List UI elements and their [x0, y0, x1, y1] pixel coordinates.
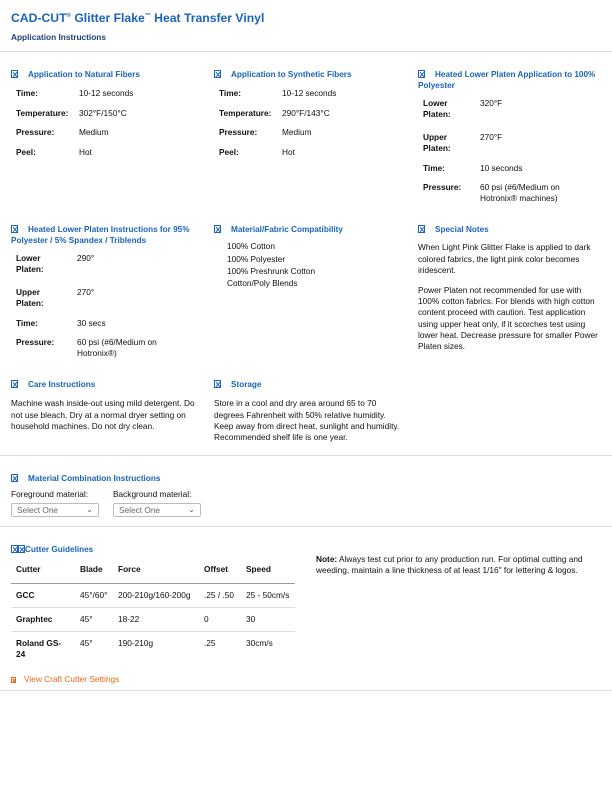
broken-image-icon [214, 380, 221, 388]
table-row [11, 632, 295, 667]
speed-cell: 30cm/s [241, 632, 295, 667]
heated-platen-100-section [418, 69, 604, 206]
compat-item: 100% Cotton [227, 241, 275, 252]
column-header: Offset [204, 564, 228, 575]
foreground-material-select[interactable] [11, 503, 99, 517]
section-heading: Heated Lower Platen Application to 100% Polyester [418, 70, 596, 91]
spec-value: 60 psi (#6/Medium on Hotronix® machines) [480, 181, 560, 204]
note-paragraph: Power Platen not recommended for use with 100% cotton fabrics. For blends with high cotton content proceed with caution. Test application using upper heat only, if it scorches test using lower heat. Decrease pressure for smaller Power Platen sizes. [418, 285, 598, 351]
note-label: Note: [316, 554, 338, 564]
spec-row [418, 132, 604, 163]
synthetic-fibers-section [214, 69, 404, 166]
spec-value: 270°F [480, 131, 503, 142]
broken-image-icon [11, 225, 18, 233]
compatibility-section [214, 224, 404, 289]
background-material-select[interactable] [113, 503, 201, 517]
registered-mark: ® [66, 12, 71, 19]
blade-cell: 45°/60° [75, 583, 113, 607]
divider [0, 526, 612, 527]
page-subtitle: Application Instructions [11, 32, 106, 43]
spec-row [11, 108, 201, 128]
spec-value: 10-12 seconds [79, 88, 134, 99]
spec-value: 270° [77, 286, 95, 297]
spec-value: 320°F [480, 97, 503, 108]
background-select-group [113, 489, 201, 516]
divider [0, 455, 612, 456]
cutter-cell: GCC [11, 583, 75, 607]
spec-label: Time: [219, 88, 241, 99]
speed-cell: 30 [241, 607, 295, 631]
select-value: Select One [119, 504, 161, 515]
spec-row [214, 88, 404, 108]
heated-platen-95-section [11, 224, 201, 361]
care-section [11, 379, 197, 432]
broken-image-icon [11, 380, 18, 388]
spec-value: 30 secs [77, 317, 106, 328]
broken-image-icon [11, 677, 16, 683]
cutter-cell: Graphtec [11, 607, 75, 631]
material-combination-section [11, 473, 311, 523]
broken-image-icon [214, 70, 221, 78]
spec-label: Pressure: [16, 127, 55, 138]
cutter-cell: Roland GS-24 [11, 632, 75, 667]
divider [0, 51, 612, 52]
broken-image-icon [418, 70, 425, 78]
background-label: Background material: [113, 489, 192, 500]
section-heading: Application to Synthetic Fibers [231, 70, 352, 79]
offset-cell: .25 / .50 [199, 583, 241, 607]
spec-label: Time: [16, 317, 38, 328]
page-title [11, 10, 264, 26]
select-value: Select One [17, 504, 59, 515]
spec-row [11, 318, 201, 337]
force-cell: 200-210g/160-200g [113, 583, 199, 607]
spec-row [418, 98, 604, 132]
spec-label: Time: [16, 88, 38, 99]
spec-row [214, 147, 404, 167]
table-header-row [11, 555, 295, 583]
spec-row [214, 108, 404, 128]
spec-value: 302°F/150°C [79, 107, 127, 118]
section-heading: Care Instructions [28, 380, 96, 389]
section-heading: Cutter Guidelines [25, 545, 94, 554]
natural-fibers-section [11, 69, 201, 166]
spec-value: Medium [282, 127, 312, 138]
broken-image-icon [11, 474, 18, 482]
foreground-label: Foreground material: [11, 489, 89, 500]
broken-image-icon [418, 225, 425, 233]
spec-row [11, 88, 201, 108]
spec-value: Hot [282, 146, 295, 157]
section-heading: Application to Natural Fibers [28, 70, 140, 79]
spec-value: 290° [77, 252, 95, 263]
spec-label: Peel: [219, 146, 239, 157]
spec-row [11, 147, 201, 167]
broken-image-icon [18, 545, 25, 553]
broken-image-icon [11, 70, 18, 78]
blade-cell: 45° [75, 632, 113, 667]
spec-value: 60 psi (#6/Medium on Hotronix®) [77, 336, 157, 359]
cutter-guidelines-section [11, 544, 301, 686]
spec-label: Upper Platen: [16, 286, 44, 309]
special-notes-section [418, 224, 604, 352]
cutter-table [11, 555, 295, 666]
column-header: Speed [246, 564, 271, 575]
title-brand: CAD-CUT [11, 11, 67, 25]
craft-cutter-settings-link[interactable] [11, 674, 301, 685]
trademark-mark: ™ [144, 12, 151, 19]
spec-label: Upper Platen: [423, 131, 451, 154]
spec-label: Peel: [16, 146, 36, 157]
section-heading: Special Notes [435, 225, 489, 234]
spec-value: 10-12 seconds [282, 88, 337, 99]
force-cell: 18-22 [113, 607, 199, 631]
spec-row [418, 182, 604, 206]
force-cell: 190-210g [113, 632, 199, 667]
spec-label: Pressure: [16, 336, 55, 347]
spec-row [11, 337, 201, 361]
chevron-down-icon: ⌄ [188, 504, 195, 514]
compat-item: 100% Preshrunk Cotton [227, 265, 316, 276]
section-heading: Storage [231, 380, 262, 389]
link-label: View Craft Cutter Settings [24, 674, 120, 685]
storage-text: Store in a cool and dry area around 65 to 70 degrees Fahrenheit with 50% relative humidity. Keep away from direct heat, sunlight and humidity. Recommended shelf life is one year. [214, 398, 400, 443]
spec-row [418, 163, 604, 182]
page-header [11, 10, 264, 44]
foreground-select-group [11, 489, 99, 516]
offset-cell: 0 [199, 607, 241, 631]
cut-note [316, 554, 602, 576]
spec-value: 10 seconds [480, 162, 523, 173]
broken-image-icon [214, 225, 221, 233]
note-text: Always test cut prior to any production run. For optimal cutting and weeding, maintain a line thickness of at least 1/16" for lettering & logos. [316, 554, 583, 576]
spec-row [11, 127, 201, 147]
column-header: Force [118, 564, 141, 575]
spec-value: Hot [79, 146, 92, 157]
broken-image-icon [11, 545, 18, 553]
spec-row [11, 287, 201, 318]
speed-cell: 25 - 50cm/s [241, 583, 295, 607]
section-heading: Material Combination Instructions [28, 474, 161, 483]
column-header: Blade [80, 564, 103, 575]
divider [0, 690, 612, 691]
blade-cell: 45° [75, 607, 113, 631]
table-row [11, 607, 295, 631]
chevron-down-icon: ⌄ [86, 504, 93, 514]
spec-label: Temperature: [219, 107, 272, 118]
spec-value: 290°F/143°C [282, 107, 330, 118]
spec-row [214, 127, 404, 147]
spec-label: Lower Platen: [423, 97, 451, 120]
note-paragraph: When Light Pink Glitter Flake is applied to dark colored fabrics, the light pink color becomes iridescent. [418, 242, 591, 275]
title-product: Glitter Flake [70, 11, 145, 25]
section-heading: Material/Fabric Compatibility [231, 225, 343, 234]
compat-item: Cotton/Poly Blends [227, 277, 298, 288]
care-text: Machine wash inside-out using mild detergent. Do not use bleach. Dry at a normal dryer setting on household machines. Do not dry clean. [11, 398, 195, 431]
offset-cell: .25 [199, 632, 241, 667]
spec-label: Time: [423, 162, 445, 173]
section-heading: Heated Lower Platen Instructions for 95% Polyester / 5% Spandex / Triblends [11, 225, 190, 246]
spec-row [11, 253, 201, 287]
spec-label: Pressure: [423, 181, 462, 192]
spec-value: Medium [79, 127, 109, 138]
storage-section [214, 379, 400, 443]
spec-label: Temperature: [16, 107, 69, 118]
table-row [11, 583, 295, 607]
spec-label: Lower Platen: [16, 252, 44, 275]
column-header: Cutter [16, 564, 41, 575]
compat-item: 100% Polyester [227, 253, 286, 264]
spec-label: Pressure: [219, 127, 258, 138]
title-suffix: Heat Transfer Vinyl [150, 11, 265, 25]
